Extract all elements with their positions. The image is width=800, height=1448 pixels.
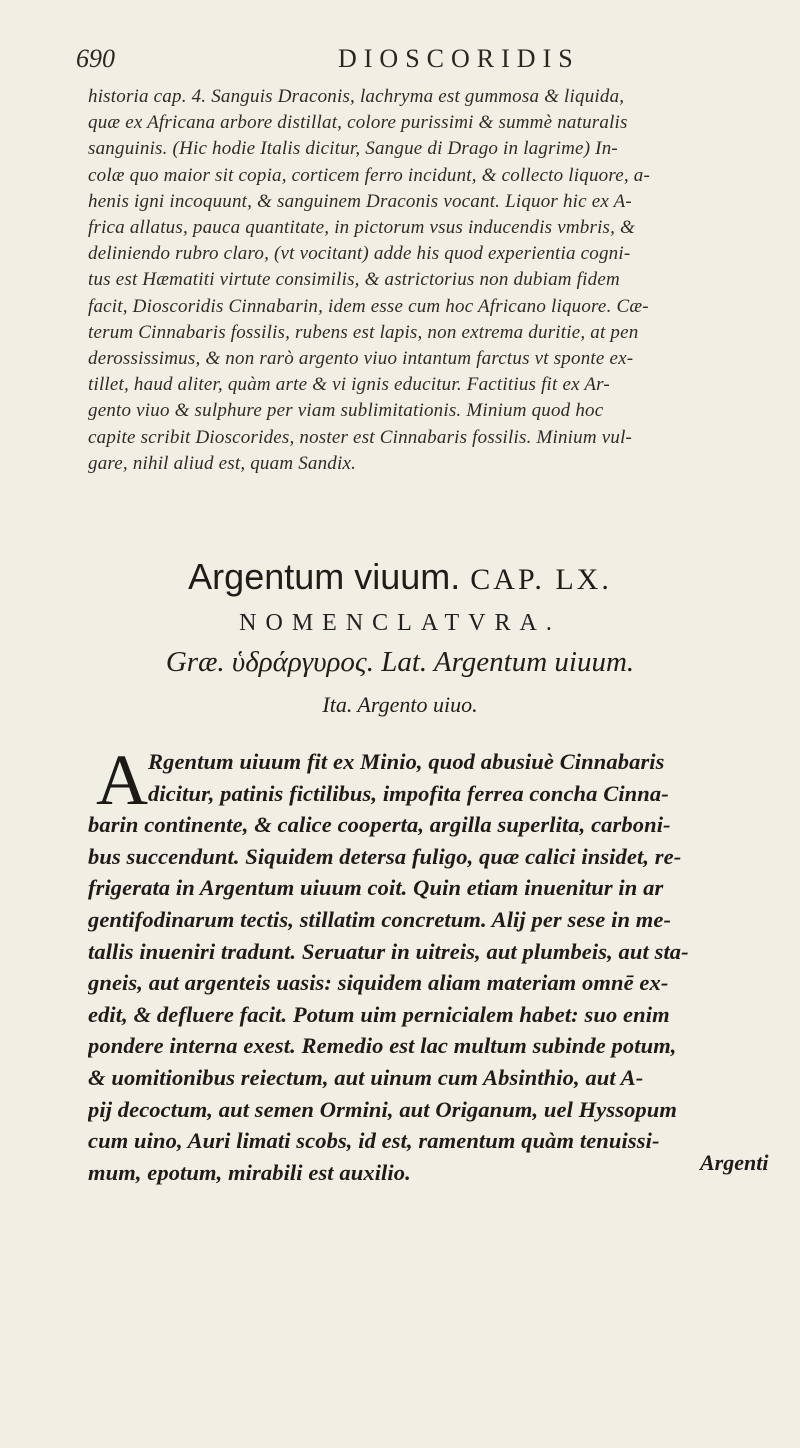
catchword: Argenti xyxy=(700,1150,769,1175)
text-line: colæ quo maior sit copia, corticem ferro incidunt, & collecto liquore, a- xyxy=(88,164,651,186)
chapter-heading xyxy=(0,556,800,598)
text-line: tus est Hæmatiti virtute consimilis, & astrictorius non dubiam fidem xyxy=(88,269,620,291)
text-line: bus succendunt. Siquidem detersa fuligo, quæ calici insidet, re- xyxy=(88,843,682,869)
text-line: gneis, aut argenteis uasis: siquidem aliam materiam omnē ex- xyxy=(88,970,669,996)
page-number: 690 xyxy=(76,44,115,73)
running-title: DIOSCORIDIS xyxy=(338,44,580,73)
text-line: cum uino, Auri limati scobs, id est, ramentum quàm tenuissi- xyxy=(88,1128,660,1154)
page-header xyxy=(0,40,800,80)
nomenclatura-heading: NOMENCLATVRA. xyxy=(239,610,561,636)
text-line: & uomitionibus reiectum, aut uinum cum Absinthio, aut A- xyxy=(88,1064,644,1090)
text-line: deliniendo rubro claro, (vt vocitant) adde his quod experientia cogni- xyxy=(88,243,631,265)
paragraph-argentum-viuum xyxy=(88,740,774,1188)
text-line: dicitur, patinis fictilibus, impofita ferrea concha Cinna- xyxy=(148,780,669,806)
synonyms-greek-latin: Græ. ὑδράργυρος. Lat. Argentum uiuum. xyxy=(165,646,635,678)
text-line: gentifodinarum tectis, stillatim concretum. Alij per sese in me- xyxy=(88,906,672,932)
text-line: terum Cinnabaris fossilis, rubens est lapis, non extrema duritie, at pen xyxy=(88,321,639,343)
text-line: gento viuo & sulphure per viam sublimitationis. Minium quod hoc xyxy=(88,400,604,422)
text-line: Rgentum uiuum fit ex Minio, quod abusiuè Cinnabaris xyxy=(148,749,665,774)
paragraph-previous-chapter xyxy=(88,84,768,477)
chapter-number: CAP. LX. xyxy=(470,563,612,596)
text-line: barin continente, & calice cooperta, argilla superlita, carboni- xyxy=(88,812,671,838)
text-line: historia cap. 4. Sanguis Draconis, lachryma est gummosa & liquida, xyxy=(88,86,625,107)
synonyms-italian: Ita. Argento uiuo. xyxy=(322,692,478,717)
drop-cap-initial: A xyxy=(96,740,148,820)
text-line: edit, & defluere facit. Potum uim pernicialem habet: suo enim xyxy=(88,1001,670,1027)
text-line: derossissimus, & non rarò argento viuo intantum farctus vt sponte ex- xyxy=(88,348,634,370)
text-line: tillet, haud aliter, quàm arte & vi ignis educitur. Factitius fit ex Ar- xyxy=(88,374,610,396)
text-line: pondere interna exest. Remedio est lac multum subinde potum, xyxy=(88,1033,677,1059)
text-line: tallis inueniri tradunt. Seruatur in uitreis, aut plumbeis, aut sta- xyxy=(88,938,689,964)
text-line: quæ ex Africana arbore distillat, colore purissimi & summè naturalis xyxy=(88,112,628,134)
text-line: frigerata in Argentum uiuum coit. Quin etiam inuenitur in ar xyxy=(88,875,664,901)
text-line: capite scribit Dioscorides, noster est Cinnabaris fossilis. Minium vul- xyxy=(88,426,633,448)
text-line: facit, Dioscoridis Cinnabarin, idem esse cum hoc Africano liquore. Cæ- xyxy=(88,295,649,317)
text-line: sanguinis. (Hic hodie Italis dicitur, Sangue di Drago in lagrime) In- xyxy=(88,138,618,160)
chapter-title: Argentum viuum. xyxy=(188,556,461,597)
text-line: frica allatus, pauca quantitate, in pictorum vsus inducendis vmbris, & xyxy=(88,217,636,239)
text-line: gare, nihil aliud est, quam Sandix. xyxy=(88,452,357,474)
text-line: henis igni incoquunt, & sanguinem Draconis vocant. Liquor hic ex A- xyxy=(88,190,632,212)
text-line: mum, epotum, mirabili est auxilio. xyxy=(88,1159,411,1185)
text-line: pij decoctum, aut semen Ormini, aut Origanum, uel Hyssopum xyxy=(88,1096,677,1122)
